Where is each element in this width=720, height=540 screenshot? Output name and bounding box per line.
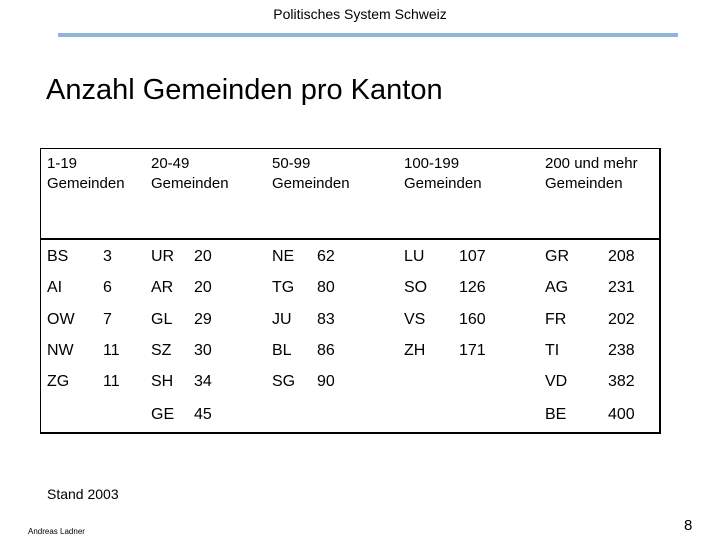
header-divider: [58, 33, 678, 37]
column-header-unit: Gemeinden: [545, 175, 623, 192]
canton-code: GE: [151, 406, 175, 423]
municipality-count: 86: [317, 342, 335, 359]
municipality-count: 30: [194, 342, 212, 359]
canton-code: VS: [404, 311, 426, 328]
municipality-count: 3: [103, 248, 112, 265]
municipality-count: 29: [194, 311, 212, 328]
column-header-range: 20-49: [151, 155, 190, 172]
presentation-header: Politisches System Schweiz: [273, 6, 447, 22]
canton-code: BL: [272, 342, 292, 359]
municipality-count: 126: [459, 279, 486, 296]
municipality-count: 7: [103, 311, 112, 328]
municipality-count: 45: [194, 406, 212, 423]
column-header-range: 50-99: [272, 155, 311, 172]
page-number: 8: [684, 517, 693, 534]
column-header-range: 100-199: [404, 155, 460, 172]
municipality-count: 20: [194, 279, 212, 296]
canton-code: ZH: [404, 342, 426, 359]
canton-code: LU: [404, 248, 425, 265]
column-header-range: 200 und mehr: [545, 155, 638, 172]
municipality-count: 238: [608, 342, 635, 359]
canton-code: SZ: [151, 342, 172, 359]
municipality-count: 400: [608, 406, 635, 423]
canton-code: ZG: [47, 373, 70, 390]
canton-code: TI: [545, 342, 560, 359]
municipality-count: 208: [608, 248, 635, 265]
municipality-count: 382: [608, 373, 635, 390]
column-header: [151, 154, 229, 194]
slide-title: Anzahl Gemeinden pro Kanton: [46, 74, 443, 106]
canton-code: SO: [404, 279, 428, 296]
municipality-count: 231: [608, 279, 635, 296]
canton-code: GR: [545, 248, 569, 265]
canton-code: NE: [272, 248, 295, 265]
column-header: [272, 154, 350, 194]
column-header-unit: Gemeinden: [404, 175, 482, 192]
canton-code: NW: [47, 342, 74, 359]
canton-code: OW: [47, 311, 75, 328]
municipality-count: 20: [194, 248, 212, 265]
column-header-unit: Gemeinden: [47, 175, 125, 192]
canton-code: SG: [272, 373, 296, 390]
municipality-count: 171: [459, 342, 486, 359]
canton-code: AG: [545, 279, 569, 296]
footnote: Stand 2003: [47, 486, 119, 502]
column-header: [404, 154, 482, 194]
municipality-count: 202: [608, 311, 635, 328]
canton-code: BS: [47, 248, 69, 265]
canton-code: JU: [272, 311, 292, 328]
canton-code: GL: [151, 311, 173, 328]
canton-code: VD: [545, 373, 568, 390]
author-name: Andreas Ladner: [28, 527, 85, 536]
canton-code: AI: [47, 279, 63, 296]
municipality-count: 11: [103, 373, 120, 390]
municipality-count: 107: [459, 248, 486, 265]
canton-code: BE: [545, 406, 567, 423]
canton-code: TG: [272, 279, 295, 296]
municipality-count: 80: [317, 279, 335, 296]
canton-code: AR: [151, 279, 174, 296]
column-header-unit: Gemeinden: [272, 175, 350, 192]
column-header-range: 1-19: [47, 155, 78, 172]
canton-code: FR: [545, 311, 567, 328]
municipality-count: 160: [459, 311, 486, 328]
column-header: [545, 154, 638, 194]
municipality-count: 90: [317, 373, 335, 390]
municipality-count: 6: [103, 279, 112, 296]
municipality-count: 83: [317, 311, 335, 328]
municipality-count: 11: [103, 342, 120, 359]
municipality-count: 34: [194, 373, 212, 390]
canton-code: UR: [151, 248, 175, 265]
column-header: [47, 154, 125, 194]
municipality-count: 62: [317, 248, 335, 265]
canton-code: SH: [151, 373, 174, 390]
column-header-unit: Gemeinden: [151, 175, 229, 192]
